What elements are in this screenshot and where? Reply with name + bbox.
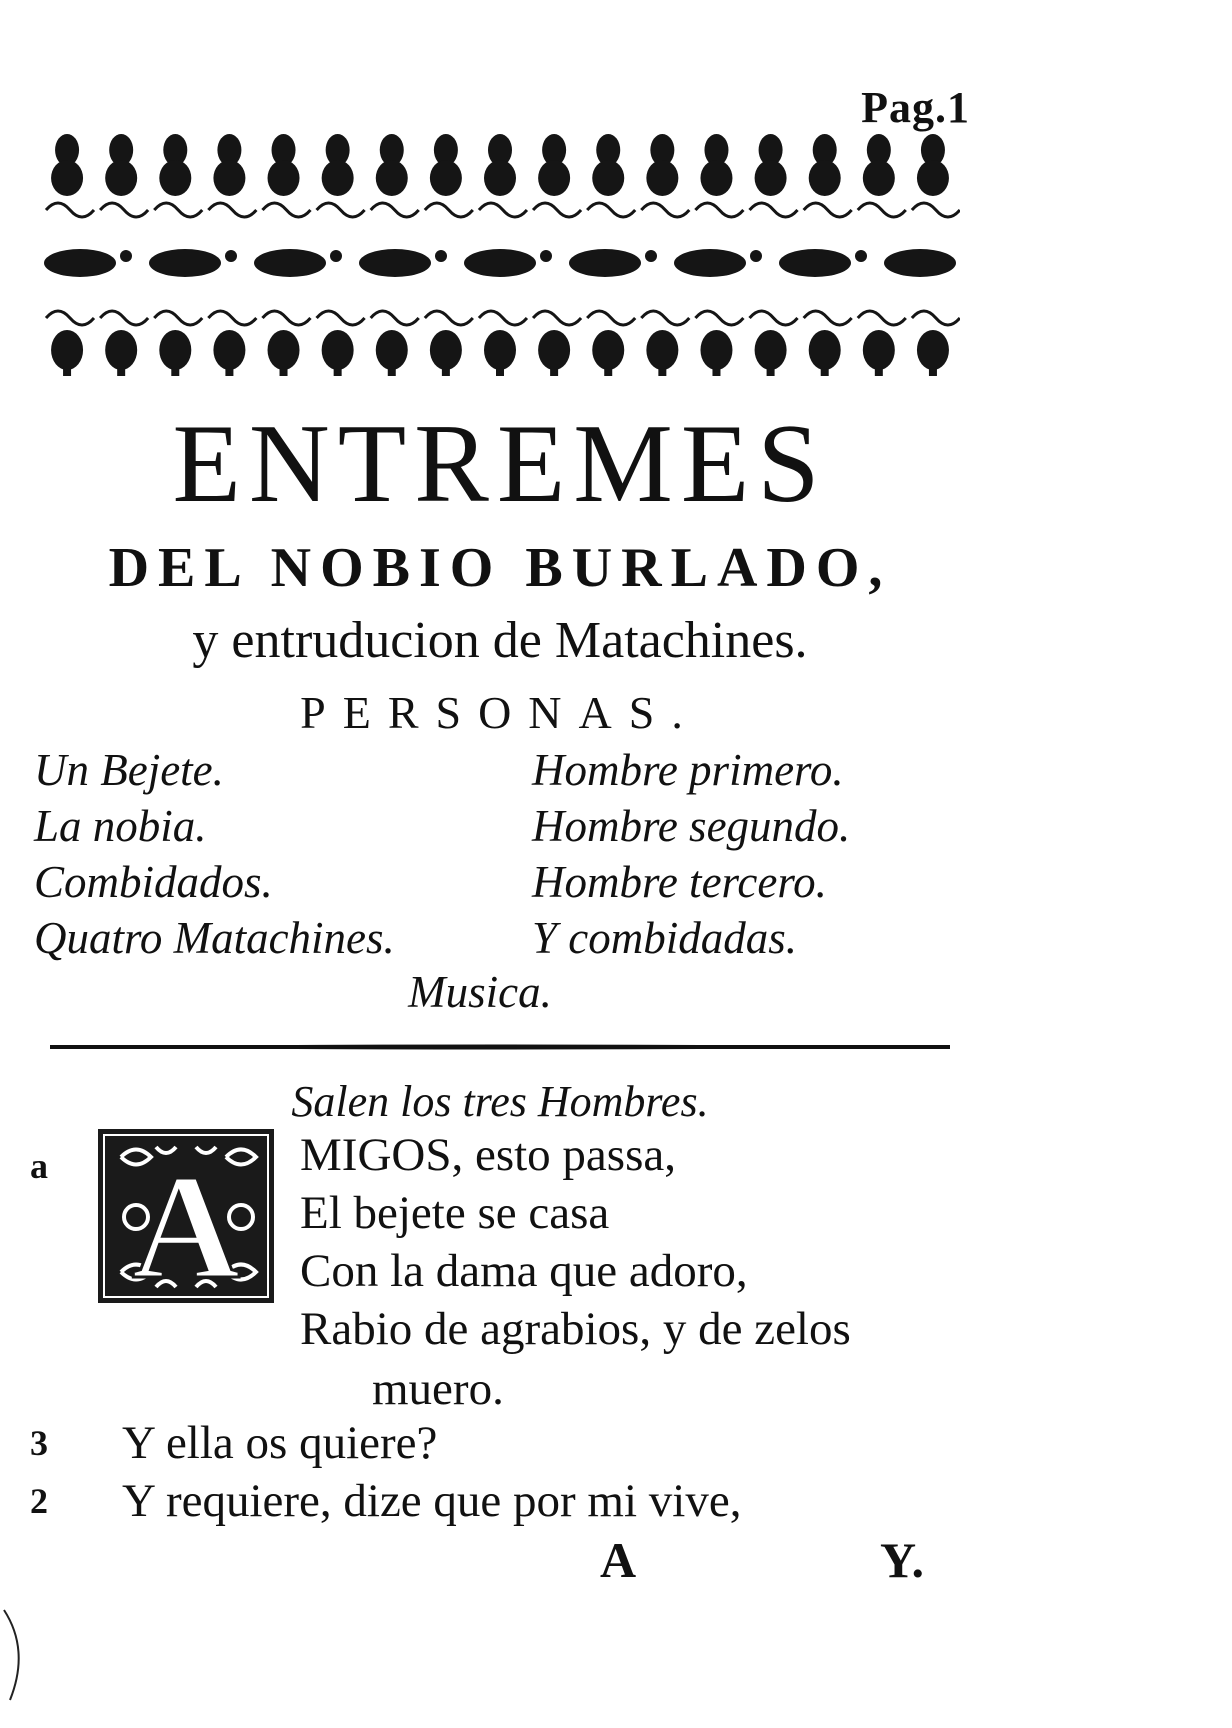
ornament-piece <box>863 160 895 196</box>
ornament-piece <box>533 311 581 325</box>
ornament-piece <box>268 160 300 196</box>
stage-direction: Salen los tres Hombres. <box>291 1077 709 1126</box>
ornament-piece <box>435 250 447 262</box>
ornament-piece <box>262 203 310 217</box>
ornament-piece <box>100 203 148 217</box>
ornament-piece <box>442 366 450 376</box>
ornament-piece <box>496 366 504 376</box>
ornament-piece <box>540 250 552 262</box>
ornament-piece <box>917 330 949 370</box>
ornament-piece <box>645 250 657 262</box>
ornament-piece <box>149 249 221 277</box>
ornament-piece <box>322 160 354 196</box>
ornament-piece <box>695 311 743 325</box>
ornament-piece <box>100 311 148 325</box>
ornament-piece <box>674 249 746 277</box>
verse-line: Y ella os quiere? <box>122 1417 438 1469</box>
ornament-piece <box>105 160 137 196</box>
ornament-piece <box>213 160 245 196</box>
ornament-piece <box>533 203 581 217</box>
ornament-piece <box>208 203 256 217</box>
ornament-piece <box>858 311 906 325</box>
ornament-piece <box>464 249 536 277</box>
ornament-piece <box>750 203 798 217</box>
ornament-piece <box>695 203 743 217</box>
ornament-piece <box>538 330 570 370</box>
ornament-piece <box>646 160 678 196</box>
ornament-piece <box>755 160 787 196</box>
ornament-piece <box>592 330 624 370</box>
ornament-piece <box>641 203 689 217</box>
personas-heading: PERSONAS. <box>300 687 700 738</box>
ornament-piece <box>317 203 365 217</box>
cast-list-right <box>532 742 850 966</box>
cast-item: Combidados. <box>34 857 273 907</box>
ornament-piece <box>917 160 949 196</box>
ornament-piece <box>592 160 624 196</box>
ornament-piece <box>120 250 132 262</box>
ornament-piece <box>425 311 473 325</box>
ornament-piece <box>159 160 191 196</box>
ornament-piece <box>809 330 841 370</box>
ornament-piece <box>51 330 83 370</box>
ornament-piece <box>858 203 906 217</box>
ornament-piece <box>330 250 342 262</box>
signature-mark: A <box>600 1532 637 1588</box>
ornament-piece <box>105 330 137 370</box>
ornament-piece <box>929 366 937 376</box>
ornament-piece <box>484 160 516 196</box>
ornament-piece <box>425 203 473 217</box>
ornament-piece <box>587 311 635 325</box>
catchword: Y. <box>880 1532 925 1588</box>
ornament-piece <box>254 249 326 277</box>
ornament-piece <box>479 311 527 325</box>
ornament-piece <box>376 160 408 196</box>
ornament-piece <box>262 311 310 325</box>
ornament-piece <box>587 203 635 217</box>
decorated-initial <box>96 1127 276 1305</box>
ornament-piece <box>658 366 666 376</box>
ornament-piece <box>912 203 960 217</box>
ornament-piece <box>46 311 94 325</box>
ornament-piece <box>268 330 300 370</box>
speaker-marker: a <box>30 1146 48 1186</box>
cast-item: Hombre segundo. <box>532 801 851 851</box>
ornament-piece <box>213 330 245 370</box>
ornament-piece <box>44 249 116 277</box>
ornament-piece <box>809 160 841 196</box>
cast-item: Hombre tercero. <box>532 857 827 907</box>
ornament-piece <box>863 330 895 370</box>
ornament-piece <box>388 366 396 376</box>
cast-item: Y combidadas. <box>532 913 798 963</box>
ornament-piece <box>359 249 431 277</box>
cast-item-musica: Musica. <box>408 967 552 1017</box>
ornament-piece <box>875 366 883 376</box>
ornament-piece <box>767 366 775 376</box>
ornament-piece <box>550 366 558 376</box>
ornament-piece <box>51 160 83 196</box>
cast-item: Quatro Matachines. <box>34 913 395 963</box>
ornament-piece <box>569 249 641 277</box>
play-subtitle: DEL NOBIO BURLADO, <box>108 537 892 599</box>
ornament-piece <box>604 366 612 376</box>
ornament-piece <box>646 330 678 370</box>
ornament-piece <box>804 203 852 217</box>
horizontal-rule <box>50 1040 950 1054</box>
ornament-piece <box>322 330 354 370</box>
ornament-piece <box>334 366 342 376</box>
ornament-piece <box>371 203 419 217</box>
verse-line: Y requiere, dize que por mi vive, <box>122 1475 742 1527</box>
ornament-piece <box>46 203 94 217</box>
cast-item: La nobia. <box>34 801 207 851</box>
ornament-piece <box>154 311 202 325</box>
ornament-piece <box>641 311 689 325</box>
ornament-piece <box>430 160 462 196</box>
ornament-piece <box>821 366 829 376</box>
cast-item: Hombre primero. <box>532 745 844 795</box>
verse-line: El bejete se casa <box>300 1187 610 1239</box>
ornament-piece <box>280 366 288 376</box>
ornament-piece <box>912 311 960 325</box>
verse-line: MIGOS, esto passa, <box>300 1129 676 1181</box>
ornament-piece <box>225 250 237 262</box>
verse-line: muero. <box>372 1363 504 1415</box>
ornament-piece <box>750 311 798 325</box>
ornamental-border <box>40 128 960 378</box>
ornament-piece <box>538 160 570 196</box>
ornament-piece <box>884 249 956 277</box>
ornament-piece <box>700 160 732 196</box>
ornament-piece <box>430 330 462 370</box>
ornament-piece <box>484 330 516 370</box>
speaker-marker: 3 <box>30 1423 48 1463</box>
ornament-piece <box>712 366 720 376</box>
ornament-piece <box>208 311 256 325</box>
ornament-piece <box>376 330 408 370</box>
verse-line: Con la dama que adoro, <box>300 1245 748 1297</box>
play-subline: y entruducion de Matachines. <box>192 612 808 669</box>
page-number: Pag.1 <box>861 83 970 132</box>
ornament-piece <box>154 203 202 217</box>
ornament-piece <box>700 330 732 370</box>
ornament-piece <box>159 330 191 370</box>
ornament-piece <box>804 311 852 325</box>
ornament-piece <box>317 311 365 325</box>
ornament-piece <box>479 203 527 217</box>
page-edge-mark <box>0 1600 40 1710</box>
cast-item: Un Bejete. <box>34 745 224 795</box>
ornament-piece <box>779 249 851 277</box>
verse-line: Rabio de agrabios, y de zelos <box>300 1303 851 1355</box>
ornament-piece <box>63 366 71 376</box>
ornament-piece <box>171 366 179 376</box>
speaker-marker: 2 <box>30 1481 48 1521</box>
ornament-piece <box>755 330 787 370</box>
ornament-piece <box>750 250 762 262</box>
ornament-piece <box>371 311 419 325</box>
ornament-piece <box>225 366 233 376</box>
play-title: ENTREMES <box>172 402 828 526</box>
ornament-piece <box>855 250 867 262</box>
ornament-piece <box>117 366 125 376</box>
cast-list-left <box>34 742 395 966</box>
dropcap-letter: A <box>131 1144 241 1305</box>
